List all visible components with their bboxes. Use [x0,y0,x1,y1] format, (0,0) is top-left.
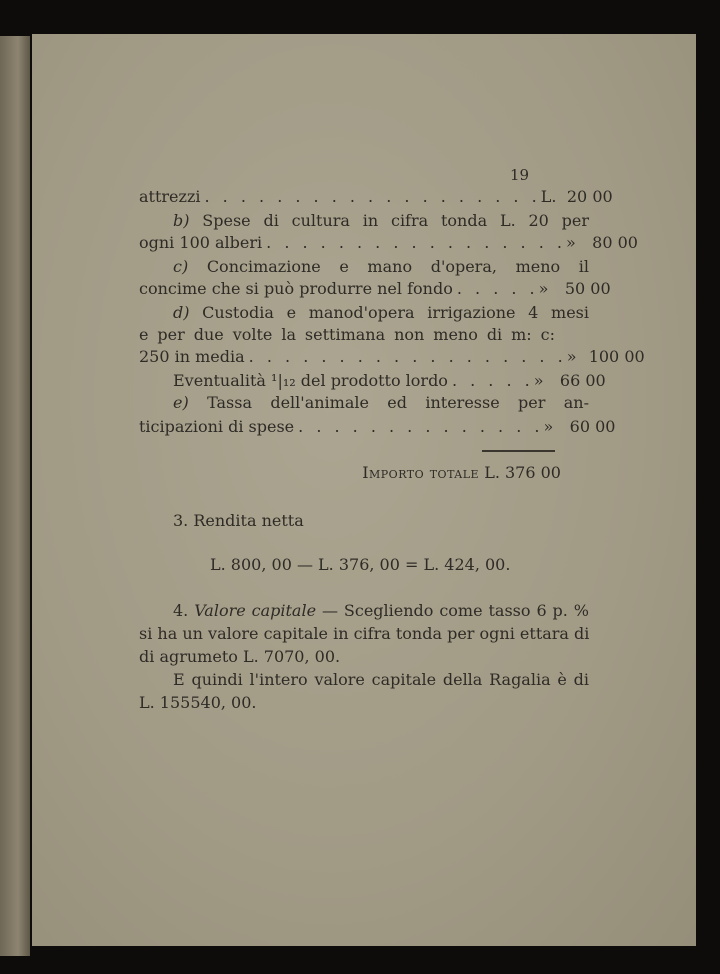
cost-line-eventualita: Eventualità ¹|₁₂ del prodotto lordo . . . . . » 66 00 [173,371,606,390]
cost-line-alberi: ogni 100 alberi . . . . . . . . . . . . . . . . . » 80 00 [139,233,638,252]
sum-rule [482,450,555,452]
cost-line-c: c) Concimazione e mano d'opera, meno il [173,257,589,276]
section3-heading: 3. Rendita netta [173,511,304,530]
total-amount: 376 00 [505,463,561,482]
book-page [32,34,696,946]
adjacent-page-edge [0,36,30,956]
section4-line4: E quindi l'intero valore capitale della Ragalia è di [173,670,589,689]
page-number: 19 [510,166,530,184]
total-currency: L. [484,463,500,482]
cost-line-e: e) Tassa dell'animale ed interesse per an- [173,393,589,412]
section4-line3: di agrumeto L. 7070, 00. [139,647,341,666]
section4-title: Valore capitale [194,601,317,620]
total-line [139,462,561,484]
section4-line5: L. 155540, 00. [139,693,257,712]
total-label: Importo totale [362,463,480,482]
cost-line-concime: concime che si può produrre nel fondo . . . . . » 50 00 [139,279,611,298]
section4-line2: si ha un valore capitale in cifra tonda per ogni ettara di [139,624,590,643]
cost-line-media: 250 in media . . . . . . . . . . . . . . . . . . » 100 00 [139,347,645,366]
cost-line-b: b) Spese di cultura in cifra tonda L. 20 per [173,211,589,230]
section3-formula: L. 800, 00 — L. 376, 00 = L. 424, 00. [210,555,511,574]
cost-line-attrezzi: attrezzi . . . . . . . . . . . . . . . . . . . L. 20 00 [139,187,613,206]
cost-line-d: d) Custodia e manod'opera irrigazione 4 mesi [173,303,589,322]
cost-line-spese: ticipazioni di spese . . . . . . . . . . . . . . » 60 00 [139,417,616,436]
section4-line1: 4. Valore capitale — Scegliendo come tasso 6 p. % [173,601,590,620]
cost-line-volte: e per due volte la settimana non meno di m: c: [139,325,555,344]
